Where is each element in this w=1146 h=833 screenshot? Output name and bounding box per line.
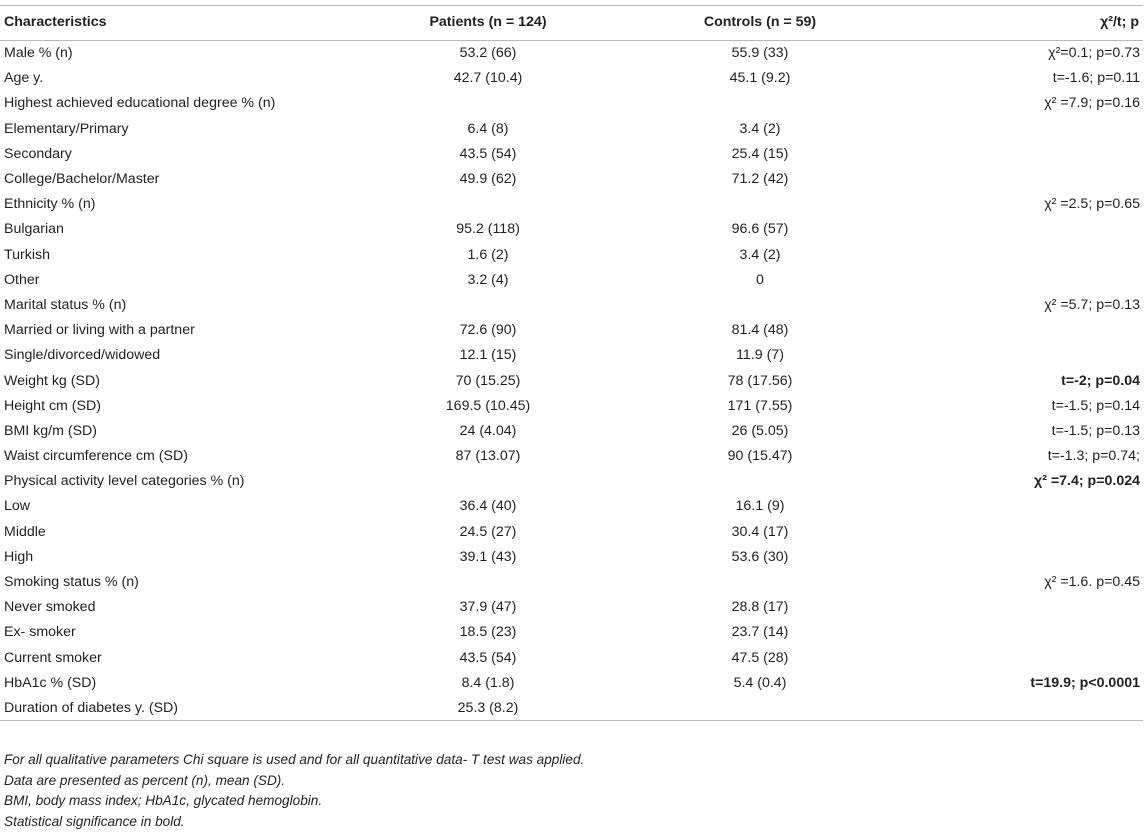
table-row: [0, 670, 1143, 695]
table-row: [0, 141, 1143, 166]
statistic-value: [896, 544, 1143, 569]
statistic-value: t=19.9; p<0.0001: [1030, 674, 1140, 691]
row-label: Physical activity level categories % (n): [4, 473, 245, 490]
patients-value: [352, 192, 624, 217]
statistic-value: χ²=0.1; p=0.73: [1048, 45, 1140, 62]
table-row: [0, 418, 1143, 443]
controls-value: 11.9 (7): [736, 347, 784, 364]
statistic-value: t=-2; p=0.04: [1061, 372, 1140, 389]
patients-value: 6.4 (8): [467, 120, 509, 137]
controls-value: 0: [756, 271, 764, 288]
header-characteristics: Characteristics: [0, 6, 352, 41]
table-row: [0, 116, 1143, 141]
table-row: [0, 343, 1143, 368]
statistic-value: [896, 166, 1143, 191]
statistic-value: [896, 620, 1143, 645]
controls-value: [624, 569, 896, 594]
row-label: Smoking status % (n): [4, 574, 139, 591]
row-label: Ethnicity % (n): [4, 196, 96, 213]
controls-value: [624, 695, 896, 720]
table-row: [0, 620, 1143, 645]
statistic-value: χ² =5.7; p=0.13: [1044, 296, 1140, 313]
table-header: [0, 6, 1143, 41]
table-row: [0, 569, 1143, 594]
header-patients: Patients (n = 124): [352, 6, 624, 41]
characteristics-table: [0, 5, 1143, 721]
statistic-value: χ² =2.5; p=0.65: [1044, 196, 1140, 213]
table-row: [0, 91, 1143, 116]
row-label: Other: [4, 271, 40, 288]
row-label: Height cm (SD): [4, 397, 101, 414]
patients-value: 39.1 (43): [459, 548, 517, 565]
patients-value: 24 (4.04): [459, 422, 517, 439]
controls-value: 16.1 (9): [735, 498, 785, 515]
controls-value: 171 (7.55): [727, 397, 793, 414]
footnote: Statistical significance in bold.: [4, 813, 185, 829]
patients-value: 37.9 (47): [459, 599, 517, 616]
table-row: [0, 318, 1143, 343]
controls-value: [624, 91, 896, 116]
controls-value: 96.6 (57): [731, 221, 789, 238]
controls-value: 53.6 (30): [731, 548, 789, 565]
table-row: [0, 393, 1143, 418]
row-label: Marital status % (n): [4, 296, 127, 313]
controls-value: 28.8 (17): [731, 599, 789, 616]
statistic-value: [896, 494, 1143, 519]
table-row: [0, 217, 1143, 242]
patients-value: 36.4 (40): [459, 498, 517, 515]
statistic-value: [896, 595, 1143, 620]
statistic-value: [896, 519, 1143, 544]
patients-value: 12.1 (15): [459, 347, 517, 364]
table-row: [0, 292, 1143, 317]
header-row: [0, 6, 1143, 41]
table-row: [0, 595, 1143, 620]
row-label: Single/divorced/widowed: [4, 347, 161, 364]
row-label: High: [4, 548, 34, 565]
patients-value: [352, 292, 624, 317]
patients-value: 87 (13.07): [455, 448, 521, 465]
table-row: [0, 695, 1143, 720]
row-label: Weight kg (SD): [4, 372, 100, 389]
row-label: Low: [4, 498, 31, 515]
controls-value: 25.4 (15): [731, 145, 789, 162]
controls-value: 30.4 (17): [731, 523, 789, 540]
controls-value: 45.1 (9.2): [729, 70, 791, 87]
statistic-value: [896, 217, 1143, 242]
statistic-value: [896, 645, 1143, 670]
patients-value: 42.7 (10.4): [453, 70, 523, 87]
table-row: [0, 267, 1143, 292]
patients-value: 70 (15.25): [455, 372, 521, 389]
row-label: Highest achieved educational degree % (n): [4, 95, 276, 112]
row-label: Bulgarian: [4, 221, 64, 238]
statistic-value: t=-1.5; p=0.13: [1051, 422, 1140, 439]
statistic-value: [896, 695, 1143, 720]
row-label: HbA1c % (SD): [4, 674, 97, 691]
footnote: Data are presented as percent (n), mean (SD).: [4, 772, 286, 788]
patients-value: 43.5 (54): [459, 145, 517, 162]
statistic-value: [896, 343, 1143, 368]
row-label: College/Bachelor/Master: [4, 171, 160, 188]
controls-value: 81.4 (48): [731, 322, 789, 339]
statistic-value: [896, 267, 1143, 292]
table-body: [0, 41, 1143, 721]
statistic-value: [896, 242, 1143, 267]
statistic-value: χ² =7.9; p=0.16: [1044, 95, 1140, 112]
table-row: [0, 166, 1143, 191]
row-label: Elementary/Primary: [4, 120, 129, 137]
row-label: Middle: [4, 523, 46, 540]
row-label: Male % (n): [4, 45, 73, 62]
patients-value: 25.3 (8.2): [352, 695, 624, 720]
table-row: [0, 41, 1143, 66]
statistic-value: χ² =7.4; p=0.024: [1034, 473, 1140, 490]
table-row: [0, 242, 1143, 267]
controls-value: 78 (17.56): [727, 372, 793, 389]
table-row: [0, 494, 1143, 519]
statistic-value: [896, 318, 1143, 343]
patients-value: [352, 569, 624, 594]
row-label: Current smoker: [4, 649, 102, 666]
row-label: Age y.: [4, 70, 44, 87]
header-statistic: χ²/t; p: [896, 6, 1143, 41]
statistic-value: t=-1.6; p=0.11: [1052, 70, 1140, 87]
patients-value: 95.2 (118): [456, 221, 520, 238]
patients-value: 1.6 (2): [467, 246, 509, 263]
controls-value: 23.7 (14): [731, 624, 789, 641]
controls-value: 3.4 (2): [739, 246, 781, 263]
row-label: Secondary: [4, 145, 72, 162]
patients-value: 8.4 (1.8): [461, 674, 515, 691]
patients-value: [352, 469, 624, 494]
patients-value: 53.2 (66): [459, 45, 517, 62]
controls-value: [624, 192, 896, 217]
table-row: [0, 444, 1143, 469]
row-label: Turkish: [4, 246, 50, 263]
controls-value: 90 (15.47): [727, 448, 793, 465]
controls-value: 71.2 (42): [731, 171, 789, 188]
table-row: [0, 544, 1143, 569]
patients-value: 169.5 (10.45): [445, 397, 531, 414]
statistic-value: t=-1.3; p=0.74;: [1047, 448, 1140, 465]
row-label: BMI kg/m (SD): [4, 422, 98, 439]
footnote: For all qualitative parameters Chi square is used and for all quantitative data- T test was applied.: [4, 752, 585, 767]
row-label: Never smoked: [4, 599, 96, 616]
controls-value: 5.4 (0.4): [733, 674, 787, 691]
statistic-value: t=-1.5; p=0.14: [1051, 397, 1140, 414]
controls-value: 26 (5.05): [731, 422, 789, 439]
row-label: Waist circumference cm (SD): [4, 448, 188, 465]
patients-value: 24.5 (27): [459, 523, 517, 540]
table-row: [0, 469, 1143, 494]
table-row: [0, 66, 1143, 91]
statistic-value: [896, 116, 1143, 141]
table-row: [0, 368, 1143, 393]
patients-value: 43.5 (54): [459, 649, 517, 666]
controls-value: [624, 292, 896, 317]
patients-value: [352, 91, 624, 116]
statistic-value: χ² =1.6. p=0.45: [1044, 574, 1140, 591]
controls-value: [624, 469, 896, 494]
patients-value: 3.2 (4): [467, 271, 509, 288]
patients-value: 72.6 (90): [459, 322, 517, 339]
controls-value: 55.9 (33): [731, 45, 789, 62]
controls-value: 47.5 (28): [731, 649, 789, 666]
row-label: Ex- smoker: [4, 624, 76, 641]
table-row: [0, 192, 1143, 217]
table-row: [0, 519, 1143, 544]
controls-value: 3.4 (2): [739, 120, 781, 137]
patients-value: 49.9 (62): [459, 171, 517, 188]
row-label: Duration of diabetes y. (SD): [0, 695, 352, 720]
table-row: [0, 645, 1143, 670]
header-controls: Controls (n = 59): [624, 6, 896, 41]
table-footnotes: [4, 750, 584, 832]
footnote: BMI, body mass index; HbA1c, glycated hemoglobin.: [4, 793, 323, 809]
statistic-value: [896, 141, 1143, 166]
patients-value: 18.5 (23): [459, 624, 517, 641]
row-label: Married or living with a partner: [4, 322, 195, 339]
